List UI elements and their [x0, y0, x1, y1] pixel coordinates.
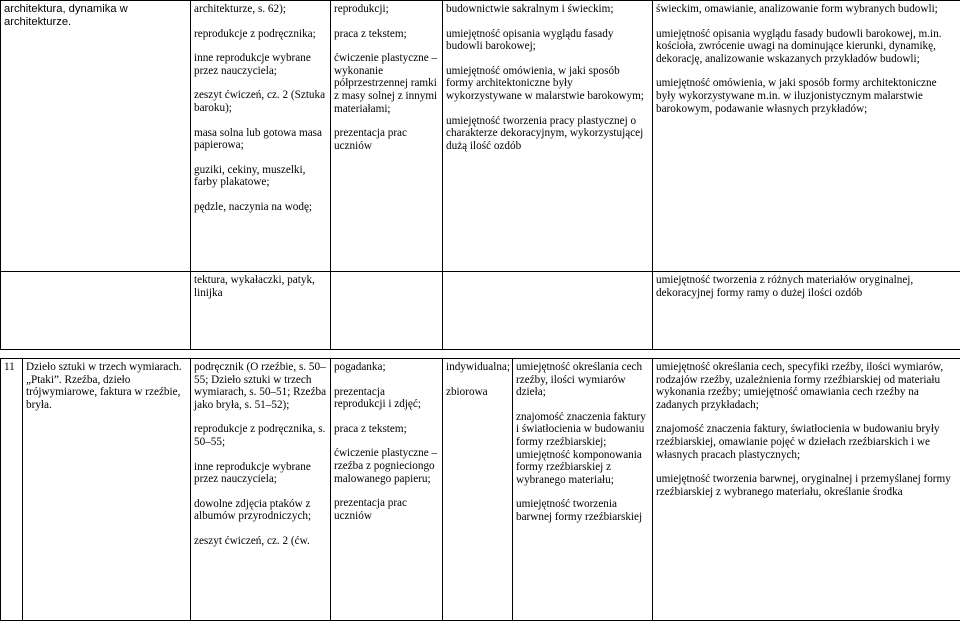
materials-item: podręcznik (O rzeźbie, s. 50–55; Dzieło sztuki w trzech wymiarach, s. 50–51; Rzeźba jako bryła, s. 51–52); [194, 361, 327, 411]
methods-cell [331, 1, 443, 272]
materials-cell [191, 272, 331, 350]
methods-item: prezentacja prac uczniów [334, 497, 407, 522]
methods-item: prezentacja prac uczniów [334, 127, 407, 152]
forms-cell [443, 359, 513, 621]
materials-item: masa solna lub gotowa masa papierowa; [194, 126, 323, 152]
materials-cell [191, 359, 331, 621]
extended-item: znajomość znaczenia faktury, światłocienia w budowaniu bryły rzeźbiarskiej, omawianie pojęć w dziełach rzeźbiarskich i we własnych pracach plastycznych; [656, 423, 940, 461]
basic-item: umiejętność tworzenia barwnej formy rzeźbiarskiej [516, 498, 643, 523]
methods-item: ćwiczenie plastyczne – rzeźba z pognieciongo malowanego papieru; [334, 447, 438, 485]
table-spacer [1, 350, 960, 359]
basic-item: umiejętność opisania wyglądu fasady budowli barokowej; [446, 27, 614, 53]
forms-item: indywidualna; [446, 361, 511, 373]
materials-item: reprodukcje z podręcznika; [194, 27, 316, 40]
materials-item: dowolne zdjęcia ptaków z albumów przyrodniczych; [194, 497, 312, 523]
methods-cell [331, 272, 443, 350]
methods-item: reprodukcji; [334, 3, 389, 15]
methods-item: praca z tekstem; [334, 27, 407, 40]
table-row [1, 1, 960, 272]
materials-item: architekturze, s. 62); [194, 3, 286, 15]
methods-cell [331, 359, 443, 621]
spacer-cell [1, 350, 960, 359]
methods-item: ćwiczenie plastyczne – wykonanie półprzestrzennej ramki z masy solnej z innymi materiałami; [334, 52, 438, 115]
topic-cell [1, 272, 191, 350]
extended-item: umiejętność omówienia, w jaki sposób formy architektoniczne były wykorzystywane m.in. w iluzjonistycznym malarstwie barokowym, podawanie własnych przykładów; [656, 77, 937, 115]
extended-item: umiejętność tworzenia barwnej, oryginalnej i przemyślanej formy rzeźbiarskiej z wybranego materiału, określanie środka [656, 473, 951, 498]
materials-item: pędzle, naczynia na wodę; [194, 200, 313, 213]
methods-item: prezentacja reprodukcji i zdjęć; [334, 385, 421, 411]
topic-text: Dzieło sztuki w trzech wymiarach. „Ptaki”. Rzeźba, dzieło trójwymiarowe, faktura w rzeźbie, bryła. [26, 361, 182, 411]
extended-requirements-cell [653, 359, 960, 621]
basic-item: umiejętność tworzenia pracy plastycznej o charakterze dekoracyjnym, wykorzystującej dużą ilość ozdób [446, 114, 644, 152]
extended-item: umiejętność określania cech, specyfiki rzeźby, ilości wymiarów, rodzajów rzeźby, uzależnienia formy rzeźbiarskiej od materiału wykonania rzeźby; umiejętność omawiania cech rzeźby na zadanych przykładach; [656, 361, 944, 411]
extended-item: umiejętność opisania wyglądu fasady budowli barokowej, m.in. kościoła, zwrócenie uwagi na dominujące kierunki, dynamikę, dekorację, analizowanie wskazanych przykładów budowli; [656, 27, 942, 65]
extended-item: umiejętność tworzenia z różnych materiałów oryginalnej, dekoracyjnej formy ramy o dużej ilości ozdób [656, 274, 914, 299]
materials-item: guziki, cekiny, muszelki, farby plakatowe; [194, 163, 306, 189]
materials-item: zeszyt ćwiczeń, cz. 2 (ćw. [194, 534, 310, 547]
extended-requirements-cell [653, 272, 960, 350]
methods-item: pogadanka; [334, 361, 386, 373]
materials-cell [191, 1, 331, 272]
basic-requirements-cell [443, 1, 653, 272]
table-row [1, 272, 960, 350]
lesson-number: 11 [4, 361, 15, 373]
basic-requirements-cell [513, 359, 653, 621]
topic-cell [1, 1, 191, 272]
materials-item: reprodukcje z podręcznika, s. 50–55; [194, 423, 326, 448]
materials-item: tektura, wykałaczki, patyk, linijka [194, 274, 315, 299]
materials-item: zeszyt ćwiczeń, cz. 2 (Sztuka baroku); [194, 89, 326, 114]
lesson-number-cell [1, 359, 23, 621]
basic-item: znajomość znaczenia faktury i światłocienia w budowaniu formy rzeźbiarskiej; [516, 410, 646, 448]
materials-item: inne reprodukcje wybrane przez nauczyciela; [194, 52, 311, 77]
materials-item: inne reprodukcje wybrane przez nauczyciela; [194, 460, 311, 486]
forms-item: zbiorowa [446, 385, 488, 398]
basic-item: umiejętność określania cech rzeźby, ilości wymiarów dzieła; [516, 361, 643, 399]
basic-item: umiejętność omówienia, w jaki sposób formy architektoniczne były wykorzystywane w malarstwie barokowym; [446, 64, 644, 102]
extended-requirements-cell [653, 1, 960, 272]
topic-cell [23, 359, 191, 621]
topic-text: architektura, dynamika w architekturze. [4, 3, 128, 28]
table-row [1, 359, 960, 621]
basic-item: umiejętność komponowania formy rzeźbiarskiej z wybranego materiału; [516, 448, 642, 486]
methods-item: praca z tekstem; [334, 422, 407, 435]
basic-requirements-cell [443, 272, 653, 350]
basic-item: budownictwie sakralnym i świeckim; [446, 3, 614, 15]
extended-item: świeckim, omawianie, analizowanie form wybranych budowli; [656, 3, 938, 15]
